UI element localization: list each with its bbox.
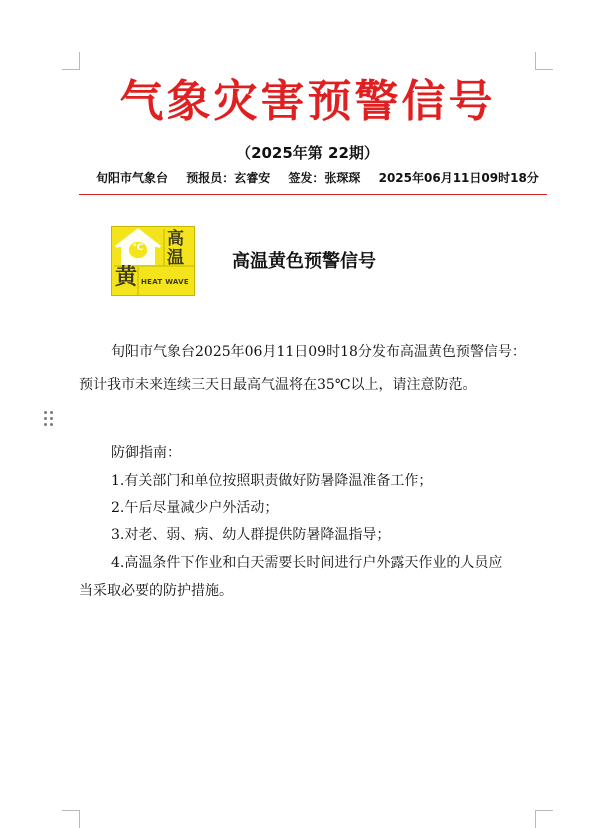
body-paragraph-2: 预计我市未来连续三天日最高气温将在35℃以上，请注意防范。 [79,377,477,393]
forecaster: 预报员：玄睿安 [186,171,271,185]
page-corner-mark-bottom-right [535,810,553,828]
degree-symbol: ℃ [132,243,144,253]
badge-char-high: 高 [167,229,184,249]
signer: 签发：张琛琛 [288,171,361,185]
agency-name: 旬阳市气象台 [96,171,169,185]
heat-yellow-warning-icon [111,226,195,296]
meta-line [96,169,556,187]
body-paragraph-1: 旬阳市气象台2025年06月11日09时18分发布高温黄色预警信号： [111,344,526,360]
issue-number: （2025年第 22期） [236,144,379,162]
guidance-item-4-line-2: 当采取必要的防护措施。 [79,583,233,599]
guidance-item-2: 2.午后尽量减少户外活动； [111,500,279,516]
badge-char-yellow: 黄 [115,265,138,290]
page-corner-mark-top-right [535,52,553,70]
badge-char-temp: 温 [167,248,184,268]
page-corner-mark-top-left [62,52,80,70]
drag-handle-icon[interactable] [44,411,54,427]
main-title: 气象灾害预警信号 [119,76,496,127]
guidance-title: 防御指南： [111,445,181,461]
issue-datetime: 2025年06月11日09时18分 [378,171,539,185]
page-corner-mark-bottom-left [62,810,80,828]
header-divider [79,194,547,195]
heat-wave-label: HEAT WAVE [141,278,189,286]
guidance-item-3: 3.对老、弱、病、幼人群提供防暑降温指导； [111,527,391,543]
guidance-item-1: 1.有关部门和单位按照职责做好防暑降温准备工作； [111,473,433,489]
guidance-item-4-line-1: 4.高温条件下作业和白天需要长时间进行户外露天作业的人员应 [111,555,503,571]
signal-title: 高温黄色预警信号 [232,251,376,272]
